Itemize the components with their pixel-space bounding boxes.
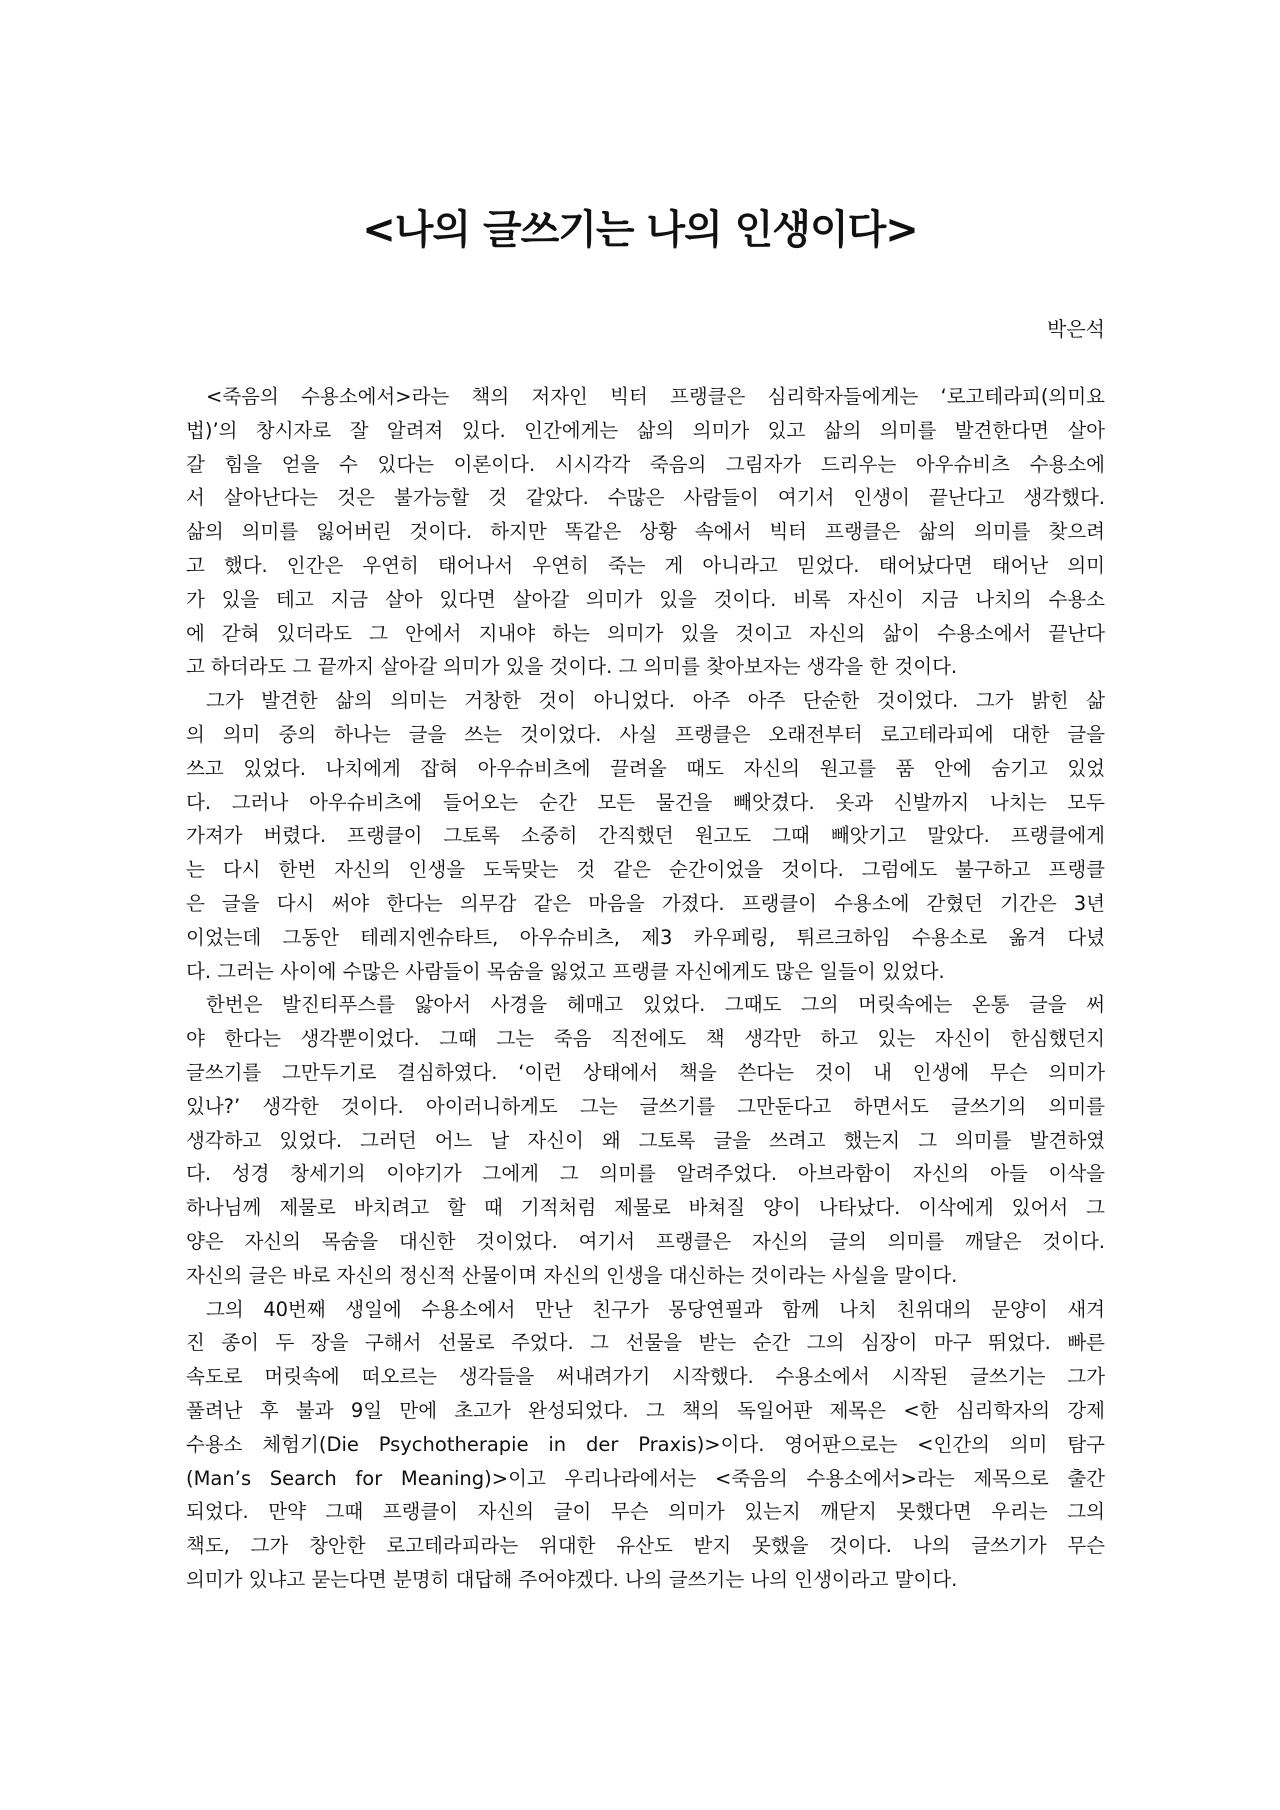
document-body bbox=[186, 380, 1105, 1597]
text-line: 그의 40번째 생일에 수용소에서 만난 친구가 몽당연필과 함께 나치 친위대의 문양이 새겨 bbox=[206, 1297, 1105, 1321]
text-line: 고 했다. 인간은 우연히 태어나서 우연히 죽는 게 아니라고 믿었다. 태어났다면 태어난 의미 bbox=[186, 553, 1105, 577]
author-name: 박은석 bbox=[1047, 317, 1105, 341]
text-line: 진 종이 두 장을 구해서 선물로 주었다. 그 선물을 받는 순간 그의 심장이 마구 뛰었다. 빠른 bbox=[186, 1331, 1105, 1355]
text-line: 다. 성경 창세기의 이야기가 그에게 그 의미를 알려주었다. 아브라함이 자신의 아들 이삭을 bbox=[186, 1162, 1105, 1186]
text-line: 수용소 체험기(Die Psychotherapie in der Praxis)>이다. 영어판으로는 <인간의 의미 탐구 bbox=[186, 1432, 1105, 1456]
text-line: 하나님께 제물로 바치려고 할 때 기적처럼 제물로 바쳐질 양이 나타났다. 이삭에게 있어서 그 bbox=[186, 1196, 1105, 1220]
text-line: 자신의 글은 바로 자신의 정신적 산물이며 자신의 인생을 대신하는 것이라는 사실을 말이다. bbox=[186, 1263, 958, 1287]
text-line: 의 의미 중의 하나는 글을 쓰는 것이었다. 사실 프랭클은 오래전부터 로고테라피에 대한 글을 bbox=[186, 722, 1105, 746]
text-line: 은 글을 다시 써야 한다는 의무감 같은 마음을 가졌다. 프랭클이 수용소에 갇혔던 기간은 3년 bbox=[186, 891, 1105, 915]
text-line: 책도, 그가 창안한 로고테라피라는 위대한 유산도 받지 못했을 것이다. 나의 글쓰기가 무슨 bbox=[186, 1534, 1105, 1558]
text-line: (Man’s Search for Meaning)>이고 우리나라에서는 <죽음의 수용소에서>라는 제목으로 출간 bbox=[186, 1466, 1105, 1490]
text-line: 한번은 발진티푸스를 앓아서 사경을 헤매고 있었다. 그때도 그의 머릿속에는 온통 글을 써 bbox=[206, 993, 1105, 1017]
paragraph bbox=[186, 1293, 1105, 1597]
text-line: 법)’의 창시자로 잘 알려져 있다. 인간에게는 삶의 의미가 있고 삶의 의미를 발견한다면 살아 bbox=[186, 418, 1105, 442]
text-line: 이었는데 그동안 테레지엔슈타트, 아우슈비츠, 제3 카우페링, 튀르크하임 수용소로 옮겨 다녔 bbox=[186, 925, 1105, 949]
text-line: 삶의 의미를 잃어버린 것이다. 하지만 똑같은 상황 속에서 빅터 프랭클은 삶의 의미를 찾으려 bbox=[186, 520, 1105, 544]
text-line: 가져가 버렸다. 프랭클이 그토록 소중히 간직했던 원고도 그때 빼앗기고 말았다. 프랭클에게 bbox=[186, 824, 1105, 848]
text-line: 글쓰기를 그만두기로 결심하였다. ‘이런 상태에서 책을 쓴다는 것이 내 인생에 무슨 의미가 bbox=[186, 1060, 1105, 1084]
paragraph bbox=[186, 988, 1105, 1292]
text-line: 쓰고 있었다. 나치에게 잡혀 아우슈비츠에 끌려올 때도 자신의 원고를 품 안에 숨기고 있었 bbox=[186, 756, 1105, 780]
text-line: 속도로 머릿속에 떠오르는 생각들을 써내려가기 시작했다. 수용소에서 시작된 글쓰기는 그가 bbox=[186, 1365, 1105, 1389]
text-line: 있나?’ 생각한 것이다. 아이러니하게도 그는 글쓰기를 그만둔다고 하면서도 글쓰기의 의미를 bbox=[186, 1094, 1105, 1118]
paragraph bbox=[186, 380, 1105, 684]
text-line: 다. 그러는 사이에 수많은 사람들이 목숨을 잃었고 프랭클 자신에게도 많은 일들이 있었다. bbox=[186, 959, 945, 983]
text-line: 는 다시 한번 자신의 인생을 도둑맞는 것 같은 순간이었을 것이다. 그럼에도 불구하고 프랭클 bbox=[186, 858, 1105, 882]
text-line: 다. 그러나 아우슈비츠에 들어오는 순간 모든 물건을 빼앗겼다. 옷과 신발까지 나치는 모두 bbox=[186, 790, 1105, 814]
text-line: 가 있을 테고 지금 살아 있다면 살아갈 의미가 있을 것이다. 비록 자신이 지금 나치의 수용소 bbox=[186, 587, 1105, 611]
paragraph bbox=[186, 684, 1105, 988]
text-line: 되었다. 만약 그때 프랭클이 자신의 글이 무슨 의미가 있는지 깨닫지 못했다면 우리는 그의 bbox=[186, 1500, 1105, 1524]
text-line: 서 살아난다는 것은 불가능할 것 같았다. 수많은 사람들이 여기서 인생이 끝난다고 생각했다. bbox=[186, 486, 1105, 510]
text-line: 갈 힘을 얻을 수 있다는 이론이다. 시시각각 죽음의 그림자가 드리우는 아우슈비츠 수용소에 bbox=[186, 452, 1105, 476]
text-line: 그가 발견한 삶의 의미는 거창한 것이 아니었다. 아주 아주 단순한 것이었다. 그가 밝힌 삶 bbox=[206, 689, 1105, 713]
text-line: 풀려난 후 불과 9일 만에 초고가 완성되었다. 그 책의 독일어판 제목은 <한 심리학자의 강제 bbox=[186, 1398, 1105, 1422]
text-line: 양은 자신의 목숨을 대신한 것이었다. 여기서 프랭클은 자신의 글의 의미를 깨달은 것이다. bbox=[186, 1229, 1105, 1253]
text-line: 생각하고 있었다. 그러던 어느 날 자신이 왜 그토록 글을 쓰려고 했는지 그 의미를 발견하였 bbox=[186, 1128, 1105, 1152]
text-line: 의미가 있냐고 묻는다면 분명히 대답해 주어야겠다. 나의 글쓰기는 나의 인생이라고 말이다. bbox=[186, 1567, 958, 1591]
text-line: 고 하더라도 그 끝까지 살아갈 의미가 있을 것이다. 그 의미를 찾아보자는 생각을 한 것이다. bbox=[186, 655, 958, 679]
text-line: <죽음의 수용소에서>라는 책의 저자인 빅터 프랭클은 심리학자들에게는 ‘로고테라피(의미요 bbox=[206, 385, 1105, 408]
text-line: 야 한다는 생각뿐이었다. 그때 그는 죽음 직전에도 책 생각만 하고 있는 자신이 한심했던지 bbox=[186, 1027, 1105, 1051]
document-title: <나의 글쓰기는 나의 인생이다> bbox=[362, 207, 918, 253]
text-line: 에 갇혀 있더라도 그 안에서 지내야 하는 의미가 있을 것이고 자신의 삶이 수용소에서 끝난다 bbox=[186, 621, 1105, 645]
